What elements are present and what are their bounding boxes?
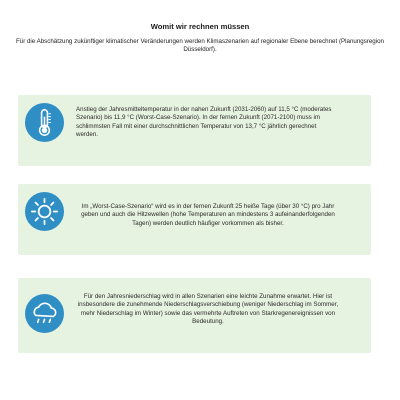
card-text: Anstieg der Jahresmitteltemperatur in der nahen Zukunft (2031-2060) auf 11,5 °C (moderates Szenario) bis 11,9 °C (Worst-Case-Szenario). In der fernen Zukunft (2071-2100) muss im schlimmsten Fall mit einer durchschnittlichen Temperatur von 13,7 °C jährlich gerechnet werden. [76, 106, 332, 139]
thermometer-icon [25, 103, 64, 142]
page-intro: Für die Abschätzung zukünftiger klimatischer Veränderungen werden Klimaszenarien auf regionaler Ebene berechnet (Planungsregion Düsseldorf). [15, 38, 385, 54]
card-heat-days [18, 184, 371, 255]
card-precipitation [18, 278, 371, 353]
sun-icon [25, 192, 64, 231]
card-text: Für den Jahresniederschlag wird in allen Szenarien eine leichte Zunahme erwartet. Hier ist insbesondere die zunehmende Niederschlagsverschiebung (weniger Niederschlag im Sommer, mehr Niederschlag im Winter) sowie das vermehrte Auftreten von Starkregenereignissen von Bedeutung. [77, 293, 339, 326]
rain-cloud-icon [25, 294, 64, 333]
page-title: Womit wir rechnen müssen [150, 22, 250, 31]
card-temperature [18, 95, 371, 166]
card-text: Im „Worst-Case-Szenario“ wird es in der fernen Zukunft 25 heiße Tage (über 30 °C) pro Jahr geben und auch die Hitzewellen (hohe Temperaturen an mindestens 3 aufeinanderfolgenden Tagen) werden deutlich häufiger vorkommen als bisher. [81, 203, 335, 227]
